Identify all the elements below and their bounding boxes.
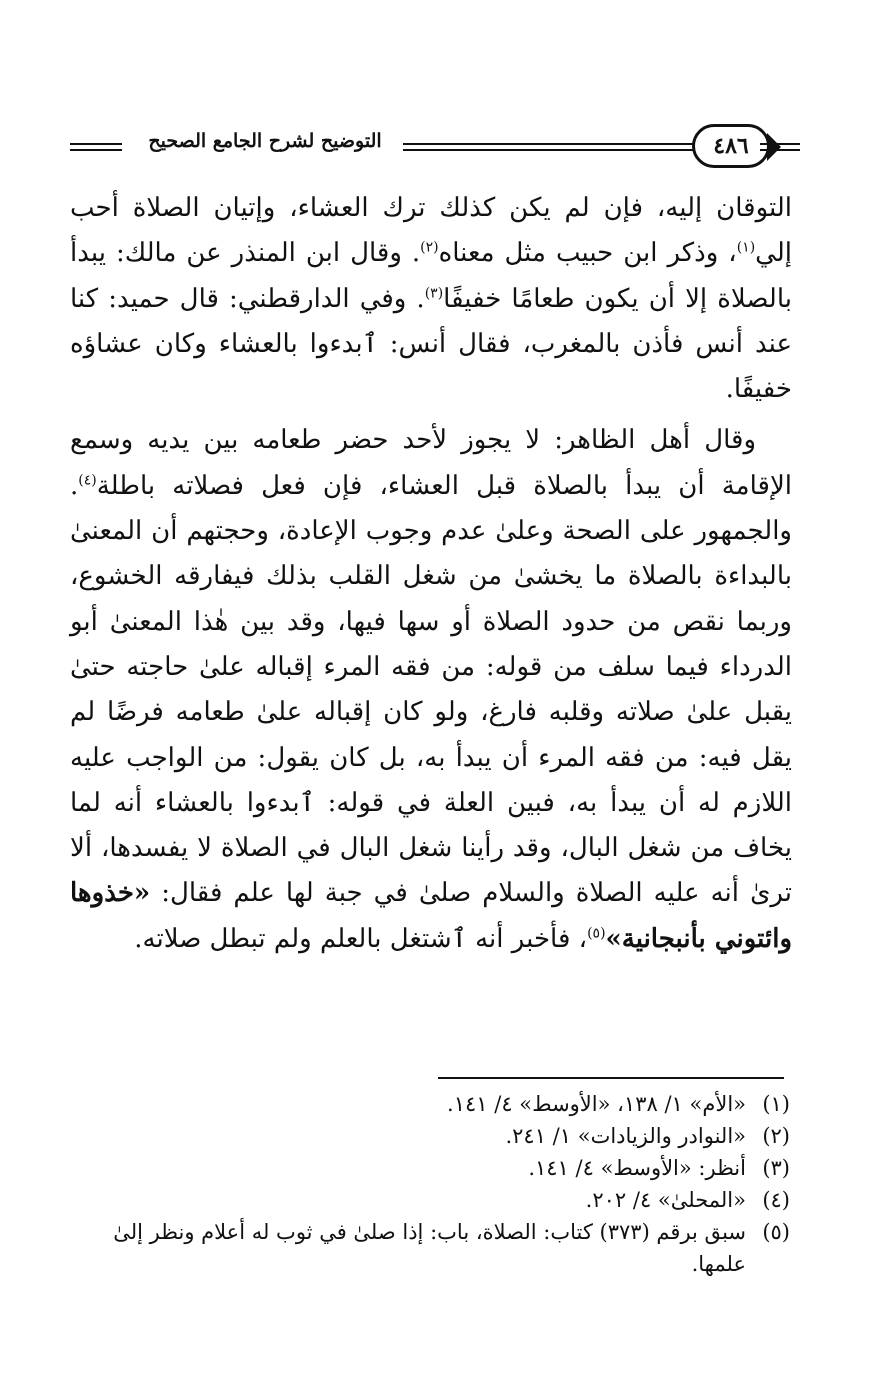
footnote-ref-1: (١): [736, 239, 756, 256]
paragraph-2: [70, 418, 792, 962]
header-rule-left: [70, 143, 122, 151]
header-rule-right: [760, 143, 800, 151]
paragraph-1-part-2: ، وذكر ابن حبيب مثل معناه: [438, 238, 737, 269]
paragraph-2-part-1: وقال أهل الظاهر: لا يجوز لأحد حضر طعامه بين يديه وسمع الإقامة أن يبدأ بالصلاة قبل العشاء، فإن فعل فصلاته باطلة: [70, 425, 792, 501]
footnote-item: [60, 1216, 790, 1280]
footnote-text: «النوادر والزيادات» ١/ ٢٤١.: [505, 1124, 746, 1148]
footnote-ref-2: (٢): [420, 239, 439, 256]
footnote-number: (٣): [762, 1156, 790, 1180]
footnote-divider: [438, 1077, 784, 1079]
footnote-ref-3: (٣): [424, 284, 444, 301]
footnote-item: [60, 1088, 790, 1120]
footnote-number: (٢): [762, 1124, 790, 1148]
paragraph-2-part-2: . والجمهور على الصحة وعلىٰ عدم وجوب الإعادة، وحجتهم أن المعنىٰ بالبداءة بالصلاة ما يخشىٰ من شغل القلب بذلك فيفارقه الخشوع، وربما نقص من حدود الصلاة أو سها فيها، وقد بين هٰذا المعنىٰ أبو الدرداء فيما سلف من قوله: من فقه المرء إقباله علىٰ حاجته حتىٰ يقبل علىٰ صلاته وقلبه فارغ، ولو كان إقباله علىٰ طعامه فرضًا لم يقل فيه: من فقه المرء أن يبدأ به، بل كان يقول: من الواجب عليه اللازم له أن يبدأ به، فبين العلة في قوله: ٱبدءوا بالعشاء أنه لما يخاف من شغل البال، وقد رأينا شغل البال في الصلاة لا يفسدها، ألا ترىٰ أنه عليه الصلاة والسلام صلىٰ في جبة لها علم فقال:: [70, 470, 792, 909]
footnote-text: «المحلىٰ» ٤/ ٢٠٢.: [585, 1188, 746, 1212]
header-rule-middle: [403, 143, 693, 151]
footnote-ref-4: (٤): [78, 472, 97, 489]
paragraph-2-part-3: ، فأخبر أنه ٱشتغل بالعلم ولم تبطل صلاته.: [134, 923, 588, 954]
hadith-quote: «خذوها وائتوني بأنبجانية»: [70, 878, 792, 954]
footnote-number: (٤): [762, 1188, 790, 1212]
main-text: [70, 186, 792, 962]
footnote-number: (١): [762, 1092, 790, 1116]
footnote-text: «الأم» ١/ ١٣٨، «الأوسط» ٤/ ١٤١.: [447, 1092, 746, 1116]
running-title: التوضيح لشرح الجامع الصحيح: [148, 130, 382, 152]
footnotes: [60, 1088, 790, 1280]
page-header: [70, 122, 800, 178]
paragraph-1-part-3: . وقال ابن المنذر عن مالك: يبدأ بالصلاة إلا أن يكون طعامًا خفيفًا: [70, 238, 792, 314]
footnote-item: [60, 1152, 790, 1184]
footnote-item: [60, 1120, 790, 1152]
footnote-item: [60, 1184, 790, 1216]
footnote-text: سبق برقم (٣٧٣) كتاب: الصلاة، باب: إذا صلىٰ في ثوب له أعلام ونظر إلىٰ علمها.: [113, 1220, 746, 1276]
footnote-text: أنظر: «الأوسط» ٤/ ١٤١.: [528, 1156, 746, 1180]
page-number: ٤٨٦: [692, 124, 770, 168]
paragraph-1-part-4: . وفي الدارقطني: قال حميد: كنا عند أنس فأذن بالمغرب، فقال أنس: ٱبدءوا بالعشاء وكان عشاؤه خفيفًا.: [70, 283, 792, 405]
paragraph-1: [70, 186, 792, 412]
paragraph-1-part-1: التوقان إليه، فإن لم يكن كذلك ترك العشاء، وإتيان الصلاة أحب إلي: [70, 193, 792, 269]
footnote-number: (٥): [762, 1220, 790, 1244]
footnote-ref-5: (٥): [587, 925, 606, 942]
